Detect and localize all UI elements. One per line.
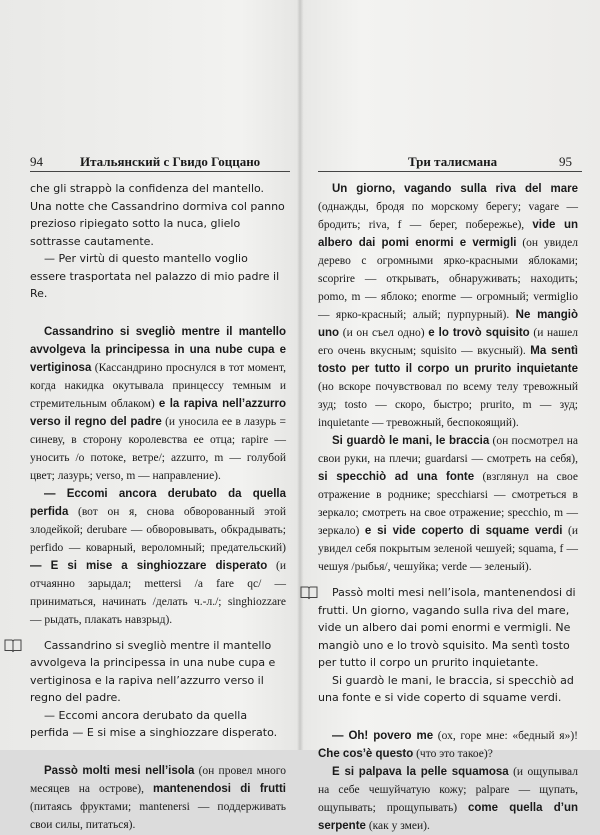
italian-phrase: — Eccomi ancora derubato da quella perfida bbox=[30, 487, 286, 518]
italian-phrase: Passò molti mesi nell’isola bbox=[44, 764, 195, 777]
annotated-paragraph bbox=[318, 432, 578, 576]
italian-paragraph: — Eccomi ancora derubato da quella perfida — E si mise a singhiozzare disperato. bbox=[30, 708, 278, 739]
russian-gloss: (ох, горе мне: «бедный я»)! bbox=[433, 729, 578, 742]
italian-phrase: E si palpava la pelle squamosa bbox=[332, 765, 509, 778]
annotated-paragraph bbox=[30, 323, 286, 485]
russian-gloss: (Кассандрино проснулся в тот момент, когда накидка окутывала принцессу темным и стремительным облаком) bbox=[30, 361, 286, 410]
annotated-paragraph bbox=[30, 485, 286, 629]
right-page-body bbox=[318, 180, 578, 832]
left-page-body bbox=[30, 180, 287, 831]
italian-phrase: mantenendosi di frutti bbox=[153, 782, 286, 795]
reading-text: Passò molti mesi nell’isola, mantenendosi di frutti. Un giorno, vagando sulla riva del mare, vide un albero dai pomi enormi e vermigli. Ne mangiò uno e lo trovò squisito. Ma sentì tosto per tutto il corpo un prurito inquietante. bbox=[318, 586, 576, 669]
russian-gloss: (и увидел себя покрытым зеленой чешуей; squama, f — чешуя /рыбья/, чешуйка; verde — зеленый). bbox=[318, 525, 578, 573]
italian-paragraph: che gli strappò la confidenza del mantello. Una notte che Cassandrino dormiva col panno prezioso ripiegato sotto la nuca, glielo sottrasse cautamente. bbox=[30, 182, 285, 248]
italian-paragraph: — Per virtù di questo mantello voglio essere trasportata nel palazzo di mio padre il Re. bbox=[30, 252, 280, 300]
right-running-title: Три талисмана bbox=[408, 154, 498, 169]
open-book-icon bbox=[300, 585, 318, 599]
italian-phrase: — E si mise a singhiozzare disperato bbox=[30, 559, 268, 572]
reading-paragraph bbox=[318, 584, 578, 672]
italian-phrase: vide un albero dai pomi enormi e vermigli bbox=[318, 219, 578, 249]
italian-phrase: come quella d’un serpente bbox=[318, 801, 578, 832]
russian-gloss: (вот он я, снова обворованный этой злодейкой; derubare — обворовывать, обкрадывать; perfido — коварный, вероломный; предательский) bbox=[30, 505, 286, 554]
russian-gloss: (и отчаянно зарыдал; mettersi /a fare qc/ — приниматься, начинать /делать ч.-л./; singhiozzare — рыдать, плакать навзрыд). bbox=[30, 559, 287, 626]
italian-phrase: e la rapiva nell’azzurro verso il regno del padre bbox=[30, 397, 286, 428]
annotated-paragraph bbox=[318, 180, 578, 432]
header-rule bbox=[30, 171, 290, 172]
russian-gloss: (что это такое)? bbox=[413, 747, 493, 760]
russian-gloss: (и ощупывал на себе чешуйчатую кожу; palpare — щупать, ощупывать; прощупывать) bbox=[318, 765, 578, 814]
italian-phrase: Si guardò le mani, le braccia bbox=[332, 435, 490, 447]
italian-phrase: Un giorno, vagando sulla riva del mare bbox=[332, 183, 578, 195]
right-page-header bbox=[300, 150, 600, 178]
left-page-header bbox=[0, 150, 300, 178]
paragraph-gap bbox=[30, 629, 286, 637]
russian-gloss: (и нашел его очень вкусным; squisito — вкусный). bbox=[318, 327, 578, 357]
russian-gloss: (он провел много месяцев на острове), bbox=[30, 764, 286, 795]
italian-phrase: e si vide coperto di squame verdi bbox=[364, 525, 563, 537]
russian-gloss: (однажды, бродя по морскому берегу; vagare — бродить; riva, f — берег, побережье), bbox=[318, 201, 578, 231]
russian-gloss: (взглянул на свое отражение в роднике; specchiarsi — смотреться в зеркало; смотреть на свое отражение; specchio, m — зеркало) bbox=[318, 471, 578, 537]
paragraph-gap bbox=[318, 576, 578, 584]
russian-gloss: (и он съел одно) bbox=[339, 327, 429, 339]
russian-gloss: (он увидел дерево с огромными ярко-красными яблоками; scoprire — открывать, обнаруживать; находить; pomo, m — яблоко; enorme — огромный; vermiglio — ярко-красный; алый; пурпурный). bbox=[318, 237, 578, 321]
open-book-icon bbox=[4, 638, 22, 652]
russian-gloss: (питаясь фруктами; mantenersi — поддерживать свои силы, питаться). bbox=[30, 800, 286, 831]
right-page-number: 95 bbox=[559, 154, 572, 169]
left-page bbox=[0, 150, 300, 831]
reading-text: Cassandrino si svegliò mentre il mantello avvolgeva la principessa in una nube cupa e vertiginosa e la rapiva nell’azzurro verso il regno del padre. bbox=[30, 638, 276, 704]
italian-phrase: si specchiò ad una fonte bbox=[318, 471, 475, 483]
russian-gloss: (он посмотрел на свои руки, на плечи; guardarsi — смотреть на себя), bbox=[318, 435, 578, 465]
paragraph-gap bbox=[30, 742, 286, 762]
italian-phrase: Ma sentì tosto per tutto il corpo un prurito inquietante bbox=[318, 345, 578, 375]
paragraph-gap bbox=[318, 707, 578, 727]
left-running-title: Итальянский с Гвидо Гоццано bbox=[80, 154, 261, 169]
reading-paragraph bbox=[30, 637, 286, 707]
italian-phrase: — Oh! povero me bbox=[332, 729, 434, 742]
italian-phrase: e lo trovò squisito bbox=[428, 327, 530, 339]
italian-phrase: Ne mangiò uno bbox=[318, 309, 578, 339]
italian-phrase: Cassandrino si svegliò mentre il mantello avvolgeva la principessa in una nube cupa e vertiginosa bbox=[30, 325, 286, 374]
italian-phrase: Che cos’è questo bbox=[318, 747, 414, 760]
russian-gloss: (и уносила ее в лазурь = синеву, в сторону королевства ее отца; rapire — уносить /о потоке, ветре/; azzurro, m — голубой цвет; лазурь; verso, m — направление). bbox=[30, 415, 287, 482]
annotated-paragraph bbox=[30, 762, 286, 834]
right-page bbox=[300, 150, 600, 832]
header-rule bbox=[318, 171, 582, 172]
italian-paragraph: Si guardò le mani, le braccia, si specchiò ad una fonte e si vide coperto di squame verdi. bbox=[318, 673, 574, 704]
annotated-paragraph bbox=[318, 763, 578, 835]
left-page-number: 94 bbox=[30, 154, 43, 169]
russian-gloss: (как у змеи). bbox=[365, 819, 430, 832]
paragraph-gap bbox=[30, 303, 286, 323]
russian-gloss: (но вскоре почувствовал по всему телу тревожный зуд; tosto — скоро, быстро; prurito, m — зуд; inquietante — тревожный, беспокоящий). bbox=[318, 381, 578, 429]
annotated-paragraph bbox=[318, 727, 578, 763]
